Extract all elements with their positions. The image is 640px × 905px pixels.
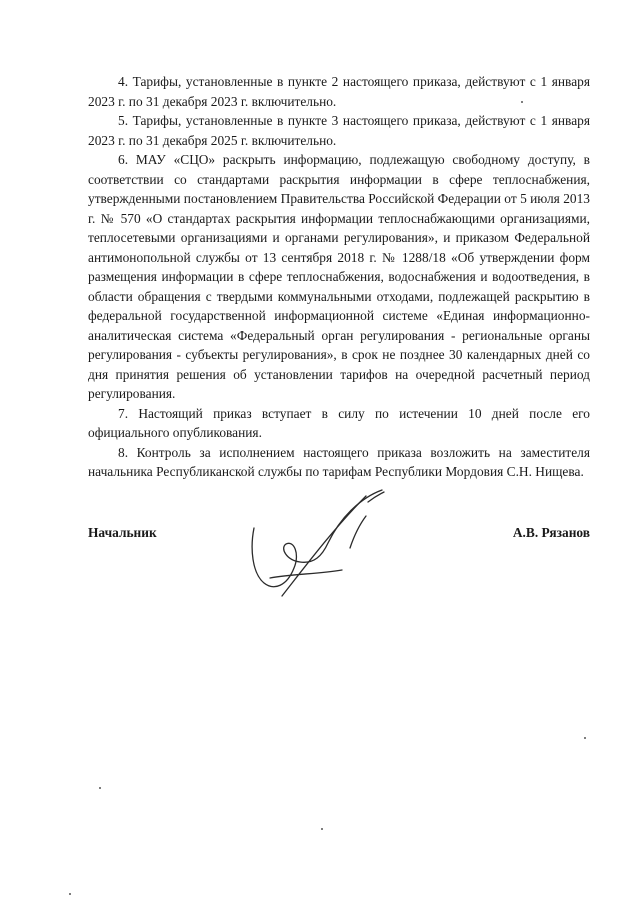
signatory-title: Начальник — [88, 525, 157, 540]
scan-speck — [99, 787, 101, 789]
signatory-name: А.В. Рязанов — [512, 525, 590, 540]
paragraph-7: 7. Настоящий приказ вступает в силу по истечении 10 дней после его официального опубликования. — [88, 405, 590, 440]
scan-speck — [321, 828, 323, 830]
paragraph-4: 4. Тарифы, установленные в пункте 2 настоящего приказа, действуют с 1 января 2023 г. по 31 декабря 2023 г. включительно. — [88, 74, 590, 109]
handwritten-signature-icon — [242, 488, 392, 603]
scan-speck — [584, 737, 586, 739]
scan-speck — [521, 101, 523, 103]
scan-speck — [69, 893, 71, 895]
paragraph-8: 8. Контроль за исполнением настоящего приказа возложить на заместителя начальника Республиканской службы по тарифам Республики Мордовия С.Н. Нищева. — [88, 444, 590, 479]
paragraph-5: 5. Тарифы, установленные в пункте 3 настоящего приказа, действуют с 1 января 2023 г. по 31 декабря 2025 г. включительно. — [88, 113, 590, 148]
document-body — [88, 72, 590, 482]
paragraph-6: 6. МАУ «СЦО» раскрыть информацию, подлежащую свободному доступу, в соответствии со стандартами раскрытия информации в сфере теплоснабжения, утвержденными постановлением Правительства Российской Федерации от 5 июля 2013 г. № 570 «О стандартах раскрытия информации теплоснабжающими организациями, теплосетевыми организациями и органами регулирования», и приказом Федеральной антимонопольной службы от 13 сентября 2018 г. № 1288/18 «Об утверждении форм размещения информации в сфере теплоснабжения, водоснабжения и водоотведения, в области обращения с твердыми коммунальными отходами, подлежащей раскрытию в федеральной государственной информационной системе «Единая информационно-аналитическая система «Федеральный орган регулирования - региональные органы регулирования - субъекты регулирования», в срок не позднее 30 календарных дней со дня принятия решения об установлении тарифов на очередной расчетный период регулирования. — [88, 152, 590, 401]
